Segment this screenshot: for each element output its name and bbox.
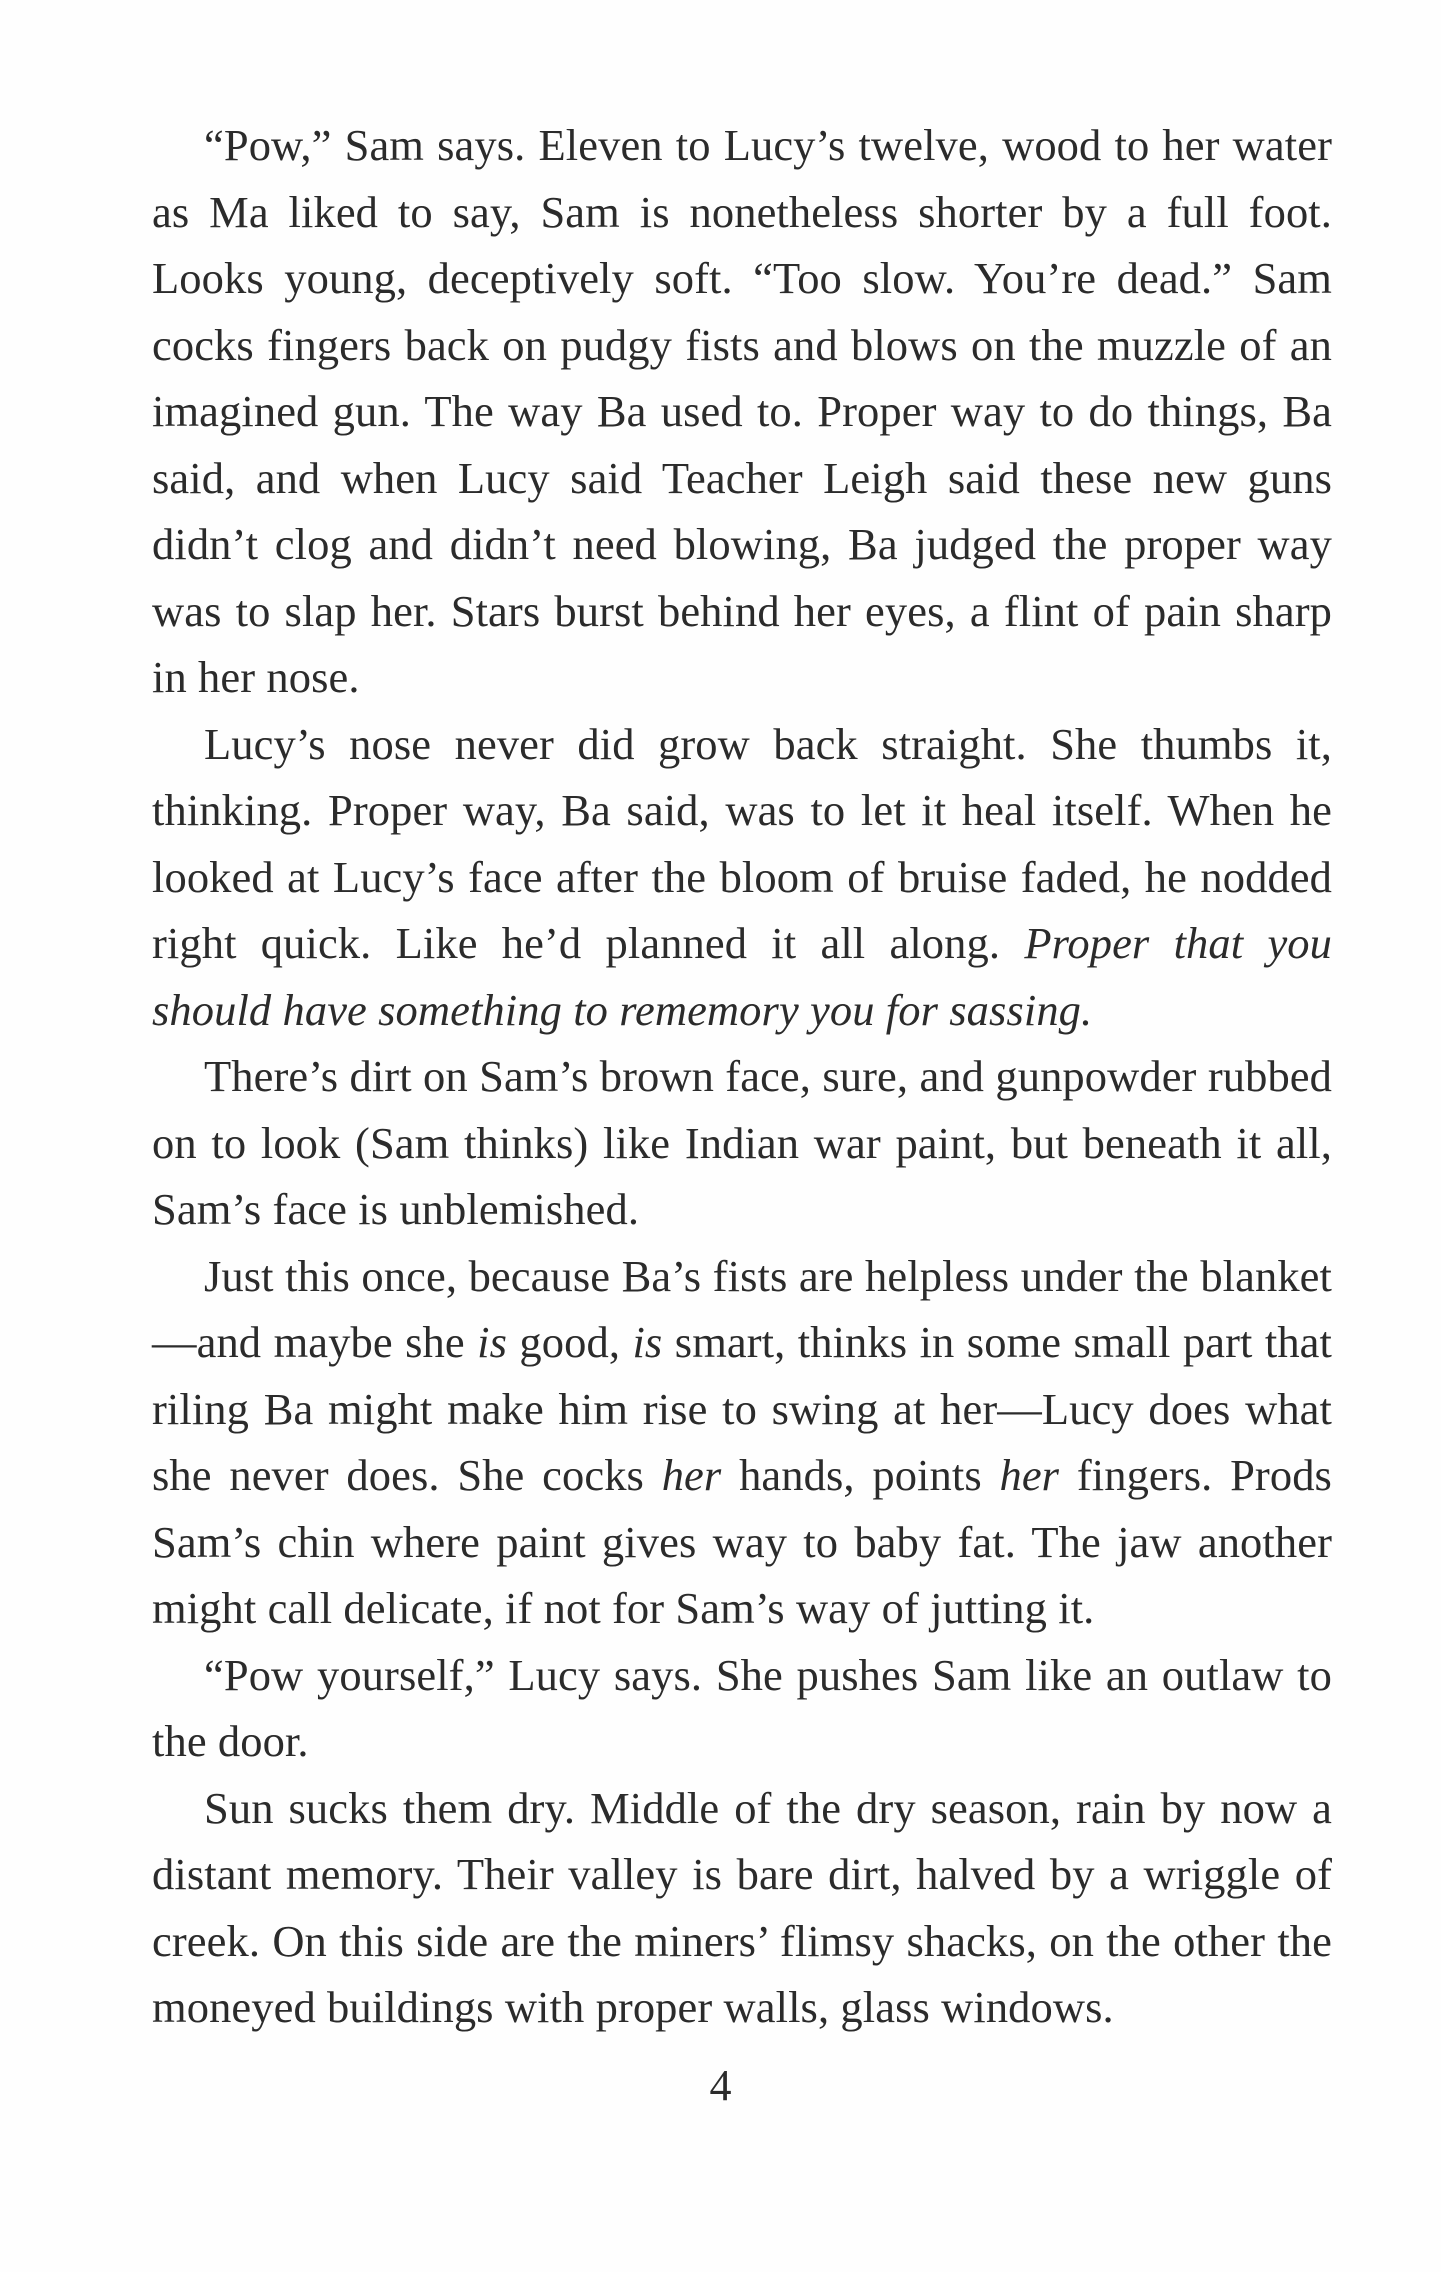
italic-text: Proper that you should have something to rememory you for sassing. <box>152 918 1332 1035</box>
italic-text: her <box>999 1450 1060 1500</box>
paragraph <box>152 112 1332 711</box>
text-run: good, <box>507 1317 633 1367</box>
text-run: “Pow,” Sam says. Eleven to Lucy’s twelve, wood to her water as Ma liked to say, Sam is nonetheless shorter by a full foot. Looks young, deceptively soft. “Too slow. You’re dead.” Sam cocks fingers back on pudgy fists and blows on the muzzle of an imagined gun. The way Ba used to. Proper way to do things, Ba said, and when Lucy said Teacher Leigh said these new guns didn’t clog and didn’t need blowing, Ba judged the proper way was to slap her. Stars burst behind her eyes, a flint of pain sharp in her nose. <box>152 120 1332 702</box>
paragraph <box>152 711 1332 1044</box>
paragraph <box>152 1243 1332 1642</box>
body-text <box>152 112 1332 2041</box>
paragraph <box>152 1642 1332 1775</box>
text-run: Lucy’s nose never did grow back straight. She thumbs it, thinking. Proper way, Ba said, was to let it heal itself. When he looked at Lucy’s face after the bloom of bruise faded, he nodded right quick. Like he’d planned it all along. <box>152 718 1332 968</box>
paragraph <box>152 1043 1332 1243</box>
page-number: 4 <box>709 2061 732 2110</box>
text-run: There’s dirt on Sam’s brown face, sure, and gunpowder rubbed on to look (Sam thinks) like Indian war paint, but beneath it all, Sam’s face is unblemished. <box>152 1051 1332 1234</box>
italic-text: is <box>477 1317 508 1367</box>
italic-text: is <box>632 1317 663 1367</box>
italic-text: her <box>661 1450 722 1500</box>
paragraph <box>152 1775 1332 2041</box>
text-run: smart, thinks in some small part that riling Ba might make him rise to swing at her—Lucy does what she never does. She cocks <box>152 1317 1332 1500</box>
text-run: hands, points <box>721 1450 1000 1500</box>
text-run: Sun sucks them dry. Middle of the dry season, rain by now a distant memory. Their valley is bare dirt, halved by a wriggle of creek. On this side are the miners’ flimsy shacks, on the other the moneyed buildings with proper walls, glass windows. <box>152 1782 1332 2032</box>
text-run: Just this once, because Ba’s fists are helpless under the blanket—and maybe she <box>152 1250 1332 1367</box>
text-run: “Pow yourself,” Lucy says. She pushes Sam like an outlaw to the door. <box>152 1649 1332 1766</box>
text-run: fingers. Prods Sam’s chin where paint gives way to baby fat. The jaw another might call delicate, if not for Sam’s way of jutting it. <box>152 1450 1332 1633</box>
